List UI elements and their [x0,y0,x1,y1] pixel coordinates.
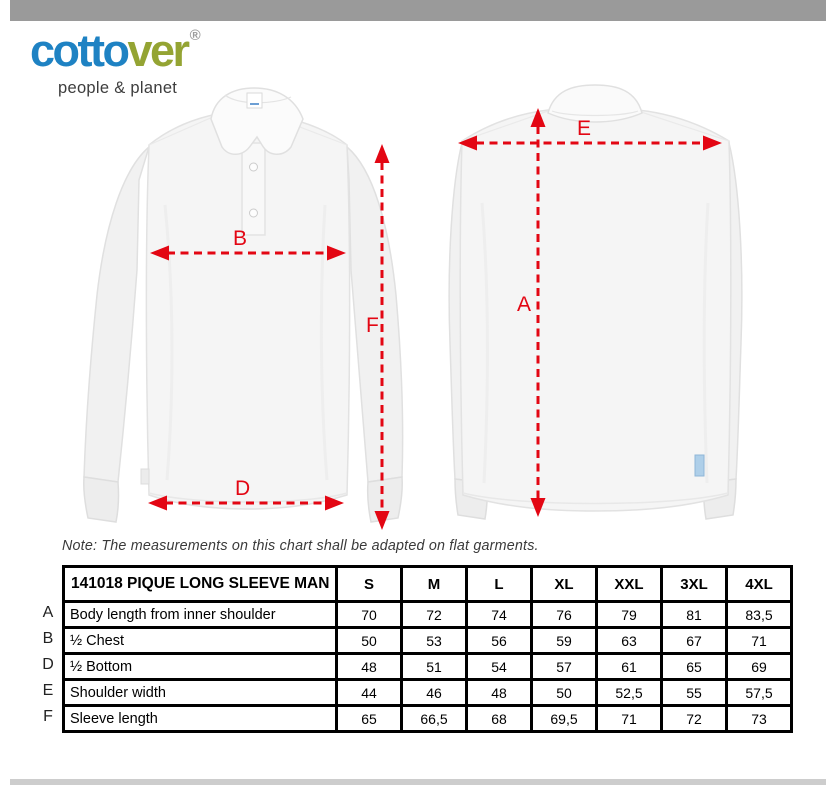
measurement-value-cell: 50 [337,628,402,654]
size-column-header-l: L [467,567,532,602]
row-letter-d: D [42,656,54,673]
table-row-sleeve-length [64,706,792,732]
size-column-header-m: M [402,567,467,602]
measurement-value-cell: 57 [532,654,597,680]
front-shirt-drawing [75,85,405,535]
registered-trademark-icon: ® [189,27,201,44]
top-bar [10,0,826,21]
table-row-shoulder-width [64,680,792,706]
logo-tagline: people & planet [58,78,178,97]
measurement-value-cell: 68 [467,706,532,732]
size-table [62,565,793,733]
table-title: 141018 PIQUE LONG SLEEVE MAN [64,567,337,602]
size-column-header-3xl: 3XL [662,567,727,602]
front-button-bottom [250,209,258,217]
measurement-value-cell: 52,5 [597,680,662,706]
measurement-value-cell: 56 [467,628,532,654]
measurement-label-d: D [235,477,251,500]
size-column-header-4xl: 4XL [727,567,792,602]
front-button-top [250,163,258,171]
measurement-value-cell: 54 [467,654,532,680]
measurement-value-cell: 71 [597,706,662,732]
size-table-section [62,565,793,733]
front-shirt-illustration [75,85,405,535]
measurement-value-cell: 73 [727,706,792,732]
measurement-value-cell: 46 [402,680,467,706]
measurement-value-cell: 70 [337,602,402,628]
measurement-value-cell: 48 [337,654,402,680]
front-left-cuff [84,477,119,522]
front-neck-label [247,93,262,108]
measurement-value-cell: 48 [467,680,532,706]
measurement-value-cell: 83,5 [727,602,792,628]
front-left-sleeve [84,147,149,482]
measurement-value-cell: 61 [597,654,662,680]
measurement-value-cell: 71 [727,628,792,654]
measurement-value-cell: 66,5 [402,706,467,732]
measurement-label-e: E [577,117,592,140]
back-side-tag [695,455,704,476]
cottover-wordmark [30,26,201,76]
size-column-header-xl: XL [532,567,597,602]
measurement-value-cell: 79 [597,602,662,628]
back-torso [460,110,731,511]
measurement-value-cell: 55 [662,680,727,706]
row-letter-e: E [42,682,54,699]
logo-part-ver: ver [127,25,188,76]
table-row-body-length [64,602,792,628]
measurement-value-cell: 65 [662,654,727,680]
measurement-value-cell: 76 [532,602,597,628]
table-row-half-bottom [64,654,792,680]
measurement-value-cell: 59 [532,628,597,654]
measurement-value-cell: 69,5 [532,706,597,732]
logo-part-cotto: cotto [30,25,128,76]
measurement-value-cell: 65 [337,706,402,732]
back-collar-band [548,85,642,122]
measurement-value-cell: 44 [337,680,402,706]
measurement-value-cell: 67 [662,628,727,654]
measurement-value-cell: 57,5 [727,680,792,706]
measurement-label-cell: ½ Bottom [64,654,337,680]
row-letter-column [38,600,58,730]
measurement-value-cell: 74 [467,602,532,628]
measurement-value-cell: 72 [402,602,467,628]
table-row-half-chest [64,628,792,654]
measurement-label-cell: Sleeve length [64,706,337,732]
table-header-row [64,567,792,602]
size-column-header-s: S [337,567,402,602]
measurement-value-cell: 69 [727,654,792,680]
front-side-tag [141,469,149,484]
measurement-label-a: A [517,293,532,316]
measurement-label-cell: Shoulder width [64,680,337,706]
measurement-label-cell: Body length from inner shoulder [64,602,337,628]
measurement-label-f: F [366,314,379,337]
measurement-value-cell: 53 [402,628,467,654]
measurement-label-b: B [233,227,248,250]
back-shirt-illustration [448,83,743,533]
measurement-value-cell: 72 [662,706,727,732]
front-right-cuff [368,477,403,522]
row-letter-f: F [43,708,53,725]
measurement-value-cell: 50 [532,680,597,706]
bottom-bar [10,779,826,785]
measurement-label-cell: ½ Chest [64,628,337,654]
note-text: Note: The measurements on this chart shall be adapted on flat garments. [62,538,539,554]
front-placket [242,143,265,235]
row-letter-a: A [42,604,54,621]
row-letter-b: B [42,630,54,647]
measurement-value-cell: 81 [662,602,727,628]
measurement-value-cell: 63 [597,628,662,654]
back-shirt-drawing [448,83,743,533]
size-column-header-xxl: XXL [597,567,662,602]
measurement-value-cell: 51 [402,654,467,680]
